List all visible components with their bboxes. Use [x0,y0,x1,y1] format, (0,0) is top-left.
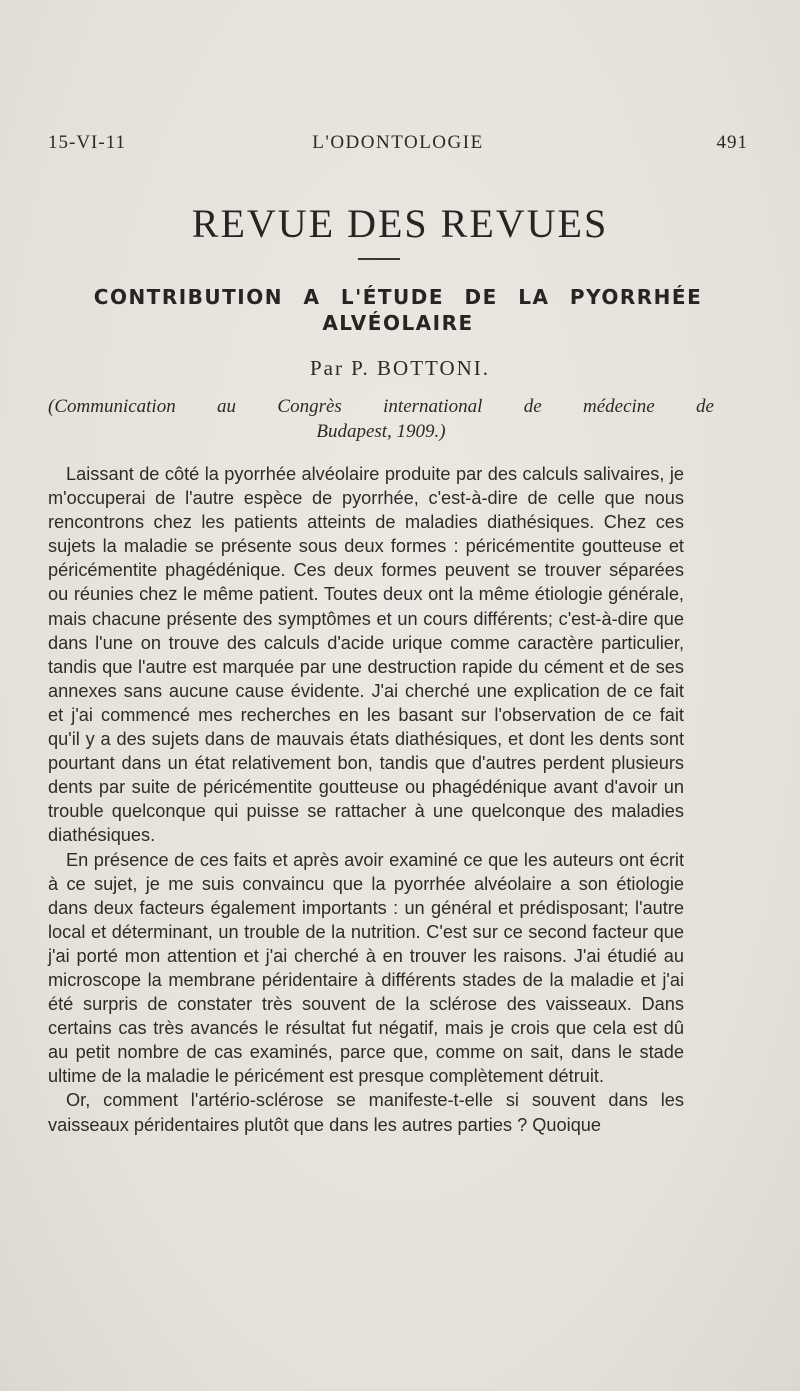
section-title: REVUE DES REVUES [191,201,609,246]
page-number: 491 [716,132,748,153]
article-body [48,462,684,1137]
paragraph: Or, comment l'artério-sclérose se manifeste-t-elle si souvent dans les vaisseaux péridentaires plutôt que dans les autres parties ? Quoique [48,1090,684,1135]
issue-date: 15-VI-11 [48,132,126,153]
journal-name: L'ODONTOLOGIE [312,132,484,153]
article-title: CONTRIBUTION A L'ÉTUDE DE LA PYORRHÉE ALVÉOLAIRE [93,285,703,335]
paragraph: En présence de ces faits et après avoir examiné ce que les auteurs ont écrit à ce sujet, je me suis convaincu que la pyorrhée alvéolaire a son étiologie dans deux facteurs également importants : un général et prédisposant; l'autre local et déterminant, un trouble de la nutrition. C'est sur ce second facteur que j'ai porté mon attention et j'ai cherché à en trouver les raisons. J'ai étudié au microscope la membrane péridentaire à différents stades de la maladie et j'ai été surpris de constater très souvent de la sclérose des vaisseaux. Dans certains cas très avancés le résultat fut négatif, mais je crois que cela est dû au petit nombre de cas examinés, parce que, comme on sait, dans le stade ultime de la maladie le péricément est presque complètement détruit. [48,849,684,1087]
title-divider [358,258,400,260]
source-note-line-1: (Communication au Congrès international de médecine de [48,396,714,417]
source-note-line-2: Budapest, 1909.) [316,421,446,442]
article-source-note [48,394,714,444]
article-byline: Par P. BOTTONI. [309,356,491,380]
paragraph: Laissant de côté la pyorrhée alvéolaire produite par des calculs salivaires, je m'occuperai de l'autre espèce de pyorrhée, c'est-à-dire de celle que nous rencontrons chez les patients atteints de maladies diathésiques. Chez ces sujets la maladie se présente sous deux formes : péricémentite goutteuse et péricémentite phagédénique. Ces deux formes peuvent se trouver séparées ou réunies chez le même patient. Toutes deux ont la même étiologie générale, mais chacune présente des symptômes et un cours différents; c'est-à-dire que dans l'une on trouve des calculs d'acide urique comme caractère particulier, tandis que l'autre est marquée par une destruction rapide du cément et de ses annexes sans aucune cause évidente. J'ai cherché une explication de ce fait et j'ai commencé mes recherches en les basant sur l'observation de ce fait qu'il y a des sujets dans de mauvais états diathésiques, et dont les dents sont pourtant dans un état relativement bon, tandis que d'autres perdent plusieurs dents par suite de péricémentite goutteuse ou phagédénique avant d'avoir un trouble quelconque qui puisse se rattacher à une quelconque des maladies diathésiques. [48,464,684,846]
running-head [48,132,748,158]
